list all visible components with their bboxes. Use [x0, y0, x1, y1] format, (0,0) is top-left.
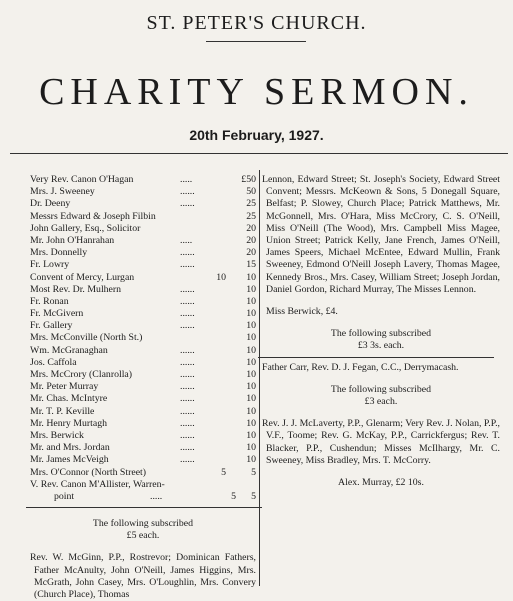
subscriber-name: Mr. Henry Murtagh — [30, 417, 108, 429]
subscriber-name: point — [54, 490, 75, 502]
subscriber-paragraph: Rev. W. McGinn, P.P., Rostrevor; Dominican Fathers, Father McAnulty, John O'Neill, James Higgins, Mrs. McGrath, John Casey, Mrs. O'Loughlin, Mrs. Convery (Church Place), Thomas — [30, 552, 256, 601]
leader-dots: ...... — [180, 369, 195, 380]
leader-dots: ...... — [180, 405, 195, 417]
list-item — [30, 345, 256, 357]
amount-pounds: 25 — [246, 198, 256, 210]
amount-pounds: 50 — [246, 186, 256, 198]
subscriber-name: Mrs. McConville (North St.) — [30, 332, 143, 344]
subscriber-name: Mr. Chas. McIntyre — [30, 393, 108, 405]
leader-dots: ...... — [180, 320, 195, 332]
subscriber-name: Jos. Caffola — [30, 356, 77, 368]
amount-pounds: £50 — [241, 174, 256, 185]
church-name: ST. PETER'S CHURCH. — [146, 12, 367, 34]
amount-pounds: 20 — [246, 222, 256, 234]
leader-dots: ...... — [180, 454, 195, 466]
amount-pounds: 20 — [246, 234, 256, 246]
leader-dots: ...... — [180, 417, 195, 429]
leader-dots: ...... — [180, 442, 195, 454]
amount-pounds: 10 — [216, 271, 226, 283]
section-subheading: £3 each. — [364, 396, 398, 408]
section-rule — [26, 507, 262, 508]
list-item — [30, 393, 256, 405]
subscriber-paragraph: Rev. J. J. McLaverty, P.P., Glenarm; Very Rev. J. Nolan, P.P., V.F., Toome; Rev. G. McKay, P.P., Carrickfergus; Rev. T. Blacker, P.P., Cushendun; Misses McIlhargy, Mr. C. Sweeney, Miss Bradley, Mrs. T. McCorry. — [262, 418, 500, 466]
leader-dots: ..... — [180, 174, 193, 185]
list-item — [30, 467, 256, 479]
subscriber-paragraph: Lennon, Edward Street; St. Joseph's Society, Edward Street Convent; Messrs. McKeown & Sons, 5 Donegall Square, Belfast; P. Slowey, Church Place; Patrick Matthews, Mr. McGonnell, Mrs. O'Hara, Miss McCrory, C. S. O'Neill, Miss O'Neill (The Wood), Mrs. Campbell Miss Magee, Union Street; Patrick Kelly, Jane French, James O'Neill, James Speers, Michael McEntee, Edward Mullin, Frank Sweeney, Edmond O'Neill Joseph Lavery, Thomas Magee, Kennedy Bros., Mrs. Casey, William Street; Joseph Jordan, Daniel Gordon, Richard Murray, The Misses Lennon. — [262, 174, 500, 295]
amount-pounds: 10 — [246, 417, 256, 429]
donor-line: Alex. Murray, £2 10s. — [338, 477, 424, 489]
list-item — [30, 418, 256, 430]
amount-pounds: 10 — [246, 454, 256, 466]
leader-dots: ..... — [150, 490, 163, 502]
subscriber-name: Wm. McGranaghan — [30, 344, 108, 356]
left-column — [30, 174, 256, 601]
amount-pounds: 25 — [246, 210, 256, 222]
section-rule — [258, 357, 494, 358]
subscriber-name: Fr. McGivern — [30, 308, 84, 320]
leader-dots: ...... — [180, 381, 195, 393]
short-rule — [206, 41, 306, 42]
amount-pounds: 10 — [246, 344, 256, 356]
donor-line: Miss Berwick, £4. — [266, 306, 338, 318]
section-heading: The following subscribed — [92, 518, 194, 530]
list-item — [30, 357, 256, 369]
subscriber-name: Fr. Ronan — [30, 295, 69, 307]
amount-pounds: 10 — [246, 295, 256, 307]
subscriber-name: Mrs. McCrory (Clanrolla) — [30, 369, 133, 380]
section-heading: The following subscribed — [330, 328, 432, 340]
section-subheading: £5 each. — [126, 530, 160, 542]
amount-pounds: 10 — [246, 283, 256, 295]
list-item — [30, 272, 256, 284]
list-item — [30, 406, 256, 418]
leader-dots: ...... — [180, 393, 195, 405]
right-column — [262, 174, 500, 489]
subscriber-name: Mrs. O'Connor (North Street) — [30, 466, 147, 478]
amount-pounds: 10 — [246, 442, 256, 454]
amount-pounds: 10 — [246, 429, 256, 441]
amount-shillings: 10 — [246, 271, 256, 283]
subscriber-paragraph: Father Carr, Rev. D. J. Fegan, C.C., Derrymacash. — [262, 361, 459, 373]
column-divider — [259, 170, 260, 586]
list-item — [30, 259, 256, 271]
subscriber-name: Mrs. J. Sweeney — [30, 186, 95, 198]
subscriber-name: V. Rev. Canon M'Allister, Warren- — [30, 478, 165, 490]
leader-dots: ...... — [180, 283, 195, 295]
list-item — [30, 247, 256, 259]
amount-pounds: 10 — [246, 332, 256, 344]
subscriber-name: Very Rev. Canon O'Hagan — [30, 174, 134, 185]
leader-dots: ..... — [180, 234, 193, 246]
list-item — [30, 308, 256, 320]
list-item — [30, 174, 256, 186]
sermon-date: 20th February, 1927. — [189, 127, 324, 143]
leader-dots: ...... — [180, 356, 195, 368]
subscriber-name: Mr. and Mrs. Jordan — [30, 442, 110, 454]
leader-dots: ...... — [180, 344, 195, 356]
subscriber-name: Fr. Lowry — [30, 259, 70, 271]
amount-pounds: 10 — [246, 356, 256, 368]
page-title: CHARITY SERMON. — [39, 71, 474, 113]
subscriber-name: Most Rev. Dr. Mulhern — [30, 283, 122, 295]
subscriber-name: Mr. T. P. Keville — [30, 405, 95, 417]
list-item — [30, 186, 256, 198]
subscriber-name: Messrs Edward & Joseph Filbin — [30, 210, 156, 222]
list-item — [30, 296, 256, 308]
subscriber-name: Mr. James McVeigh — [30, 454, 109, 466]
header-rule — [10, 153, 508, 154]
amount-pounds: 15 — [246, 259, 256, 271]
leader-dots: ...... — [180, 308, 195, 320]
subscriber-name: Mr. John O'Hanrahan — [30, 234, 115, 246]
subscriber-name: Dr. Deeny — [30, 198, 71, 210]
leader-dots: ...... — [180, 295, 195, 307]
leader-dots: ...... — [180, 247, 195, 259]
section-heading: The following subscribed — [330, 383, 432, 395]
list-item — [30, 198, 256, 210]
amount-pounds: 10 — [246, 381, 256, 393]
amount-shillings: 5 — [251, 466, 256, 478]
subscriber-name: Mr. Peter Murray — [30, 381, 99, 393]
list-item — [30, 430, 256, 442]
list-item — [30, 479, 256, 491]
subscriber-name: Mrs. Donnelly — [30, 247, 88, 259]
list-item — [30, 369, 256, 381]
list-item — [30, 381, 256, 393]
amount-pounds: 10 — [246, 405, 256, 417]
list-item — [30, 491, 256, 503]
leader-dots: ...... — [180, 429, 195, 441]
amount-pounds: 10 — [246, 320, 256, 332]
leader-dots: ...... — [180, 186, 195, 198]
list-item — [30, 442, 256, 454]
amount-pounds: 20 — [246, 247, 256, 259]
list-item — [30, 284, 256, 296]
subscriber-name: Fr. Gallery — [30, 320, 73, 332]
subscriber-name: Mrs. Berwick — [30, 429, 84, 441]
subscriber-list — [30, 174, 256, 479]
leader-dots: ...... — [180, 198, 195, 210]
amount-pounds: 10 — [246, 369, 256, 380]
subscriber-name: Convent of Mercy, Lurgan — [30, 271, 135, 283]
list-item — [30, 211, 256, 223]
amount-shillings: 5 — [251, 490, 256, 502]
amount-pounds: 5 — [231, 490, 236, 502]
amount-pounds: 5 — [221, 466, 226, 478]
section-subheading: £3 3s. each. — [357, 340, 405, 352]
leader-dots: ...... — [180, 259, 195, 271]
list-item — [30, 223, 256, 235]
amount-pounds: 10 — [246, 308, 256, 320]
amount-pounds: 10 — [246, 393, 256, 405]
subscriber-name: John Gallery, Esq., Solicitor — [30, 222, 141, 234]
list-item — [30, 332, 256, 344]
list-item — [30, 320, 256, 332]
list-item — [30, 454, 256, 466]
list-item — [30, 235, 256, 247]
